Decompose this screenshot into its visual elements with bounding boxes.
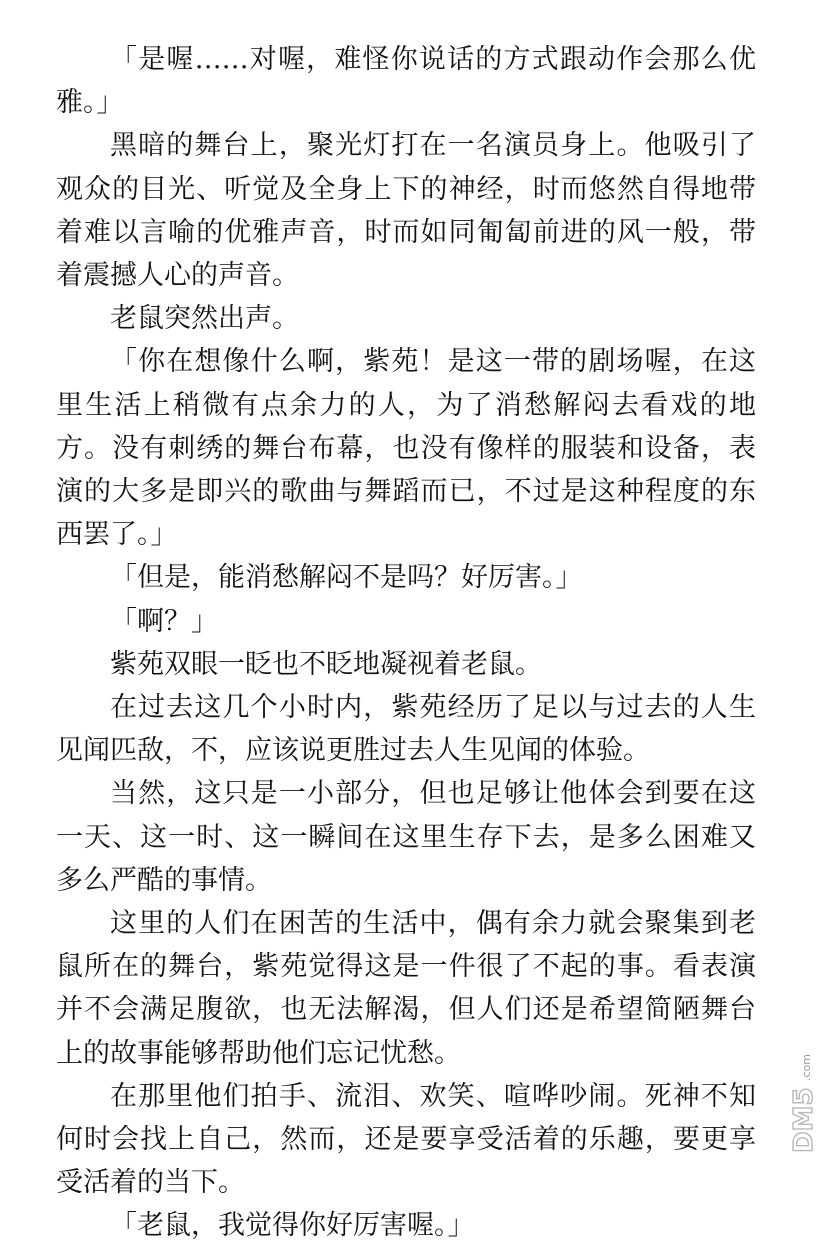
paragraph-2: 黑暗的舞台上，聚光灯打在一名演员身上。他吸引了观众的目光、听觉及全身上下的神经，时而悠然自得地带着难以言喻的优雅声音，时而如同匍匐前进的风一般，带着震撼人心的声音。	[56, 130, 756, 292]
dm5-watermark	[789, 1015, 819, 1155]
paragraph-12: 「老鼠，我觉得你好厉害喔。」	[110, 1210, 475, 1242]
watermark-logo-text: DM5	[789, 1087, 819, 1153]
paragraph-9: 当然，这只是一小部分，但也足够让他体会到要在这一天、这一时、这一瞬间在这里生存下去，是多么困难又多么严酷的事情。	[56, 778, 756, 896]
paragraph-3: 老鼠突然出声。	[110, 303, 299, 335]
paragraph-10: 这里的人们在困苦的生活中，偶有余力就会聚集到老鼠所在的舞台，紫苑觉得这是一件很了不起的事。看表演并不会满足腹欲，也无法解渴，但人们还是希望简陋舞台上的故事能够帮助他们忘记忧愁。	[56, 908, 756, 1069]
book-page	[56, 38, 756, 1248]
paragraph-4: 「你在想像什么啊，紫苑！是这一带的剧场喔，在这里生活上稍微有点余力的人，为了消愁解闷去看戏的地方。没有刺绣的舞台布幕，也没有像样的服装和设备，表演的大多是即兴的歌曲与舞蹈而已，不过是这种程度的东西罢了。」	[56, 346, 756, 551]
paragraph-11: 在那里他们拍手、流泪、欢笑、喧哗吵闹。死神不知何时会找上自己，然而，还是要享受活着的乐趣，要更享受活着的当下。	[56, 1080, 756, 1199]
paragraph-8: 在过去这几个小时内，紫苑经历了足以与过去的人生见闻匹敌，不，应该说更胜过去人生见闻的体验。	[56, 692, 756, 767]
paragraph-5: 「但是，能消愁解闷不是吗？好厉害。」	[110, 562, 583, 594]
paragraph-1: 「是喔……对喔，难怪你说话的方式跟动作会那么优雅。」	[56, 44, 756, 119]
watermark-suffix-text: .com	[800, 1054, 813, 1081]
paragraph-6: 「啊？」	[110, 605, 218, 637]
paragraph-7: 紫苑双眼一眨也不眨地凝视着老鼠。	[110, 648, 542, 680]
